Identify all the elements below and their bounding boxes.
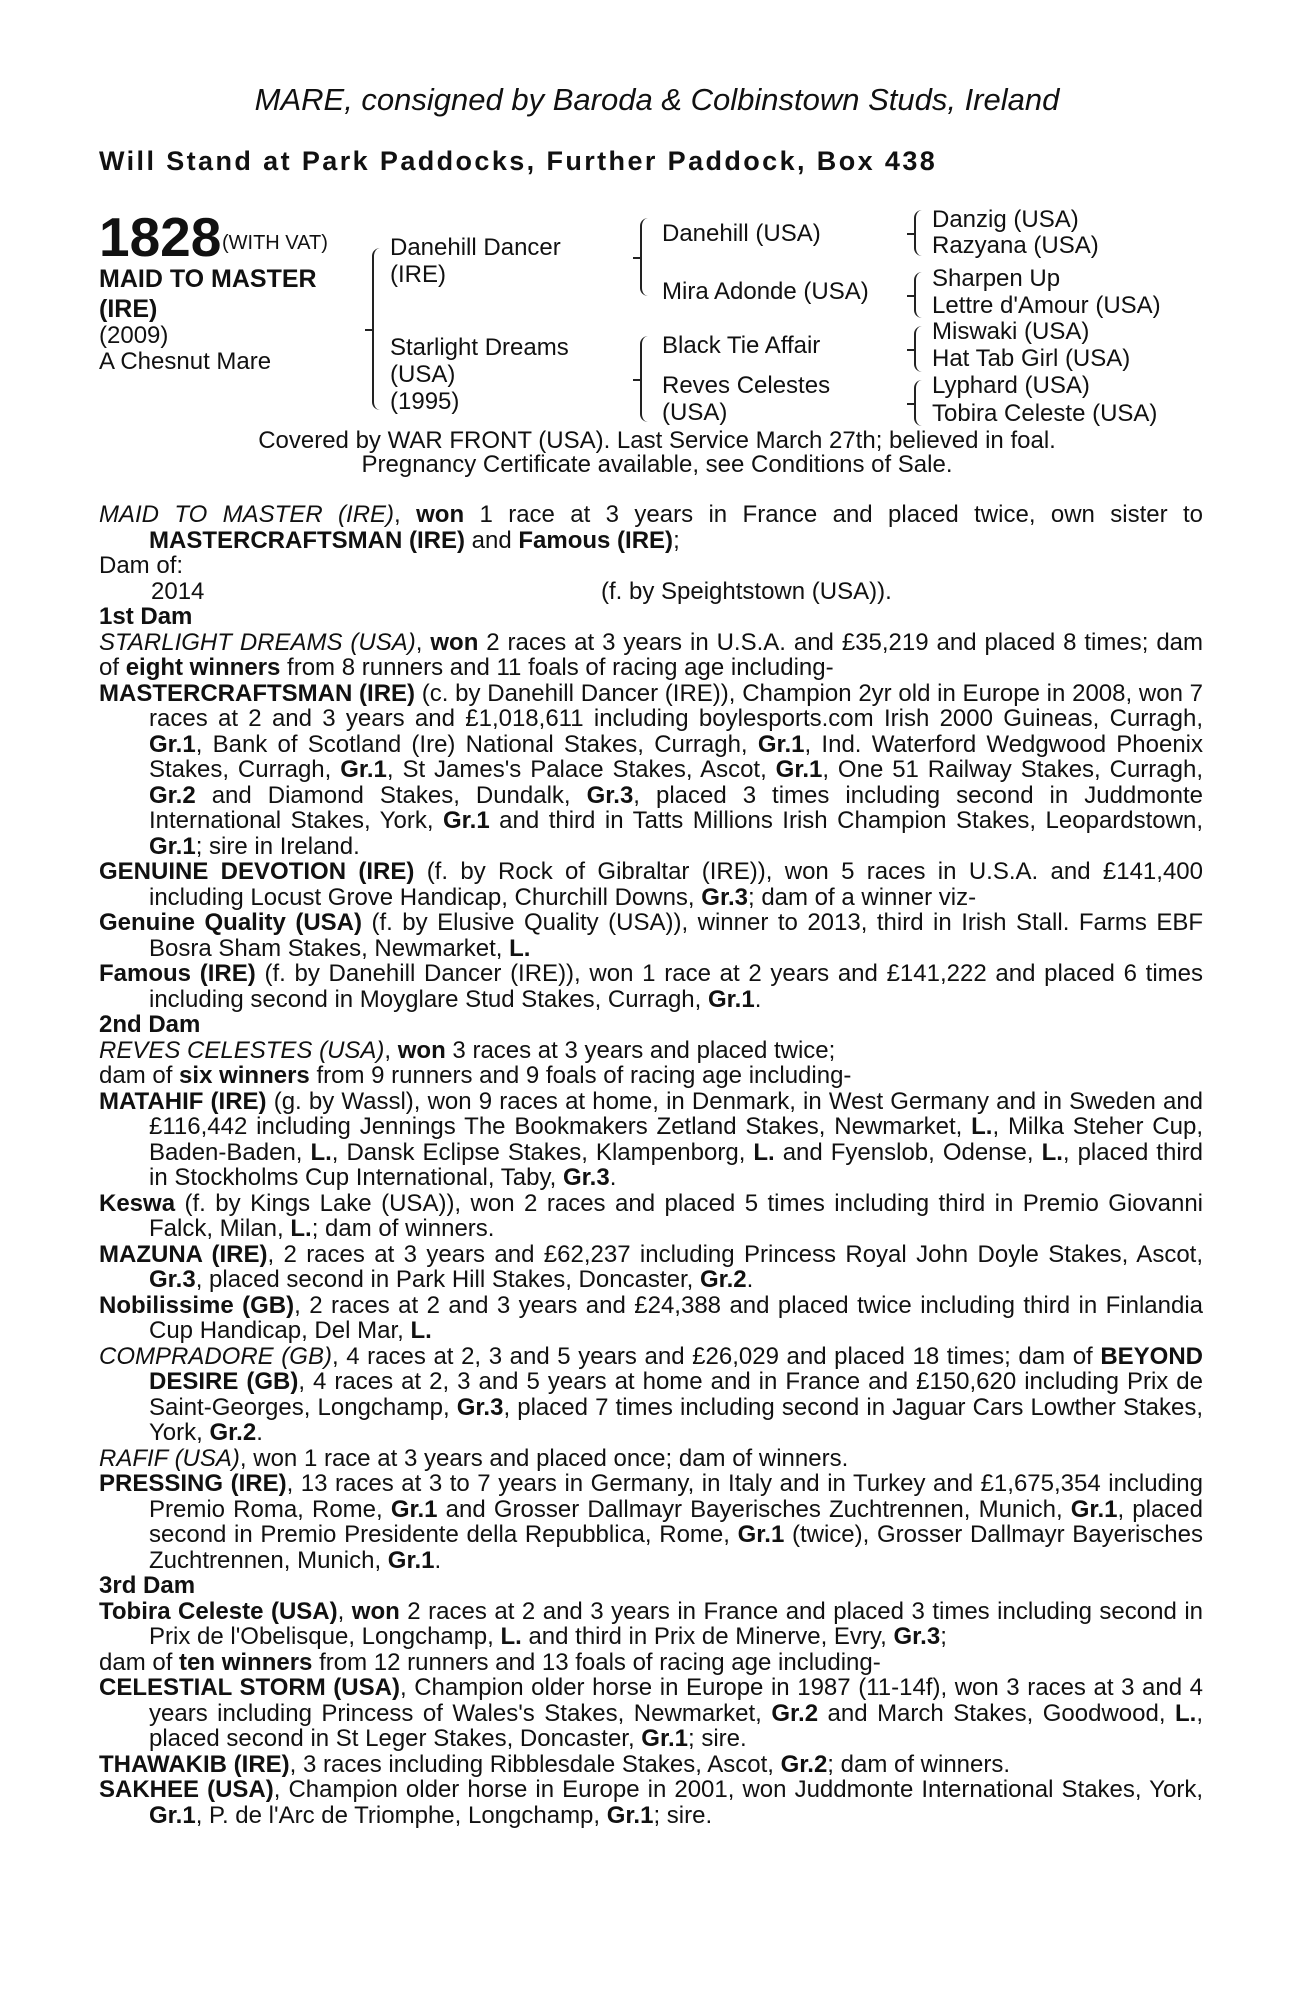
pedigree-ss: Danehill (USA) xyxy=(662,220,821,247)
dam-year: (1995) xyxy=(390,388,460,415)
entry-text: , placed 7 times including second in Jaguar Cars Lowther Stakes, York, xyxy=(149,1393,1203,1446)
entry-name: Famous (IRE) xyxy=(99,960,256,987)
first-dam-name: STARLIGHT DREAMS (USA) xyxy=(99,628,416,656)
entry-text: ; sire in Ireland. xyxy=(195,832,360,860)
intro-foal-year: 2014 xyxy=(151,577,205,605)
grade: Gr.3 xyxy=(563,1164,610,1191)
entry-name: BEYOND DESIRE (GB) xyxy=(149,1342,1204,1395)
second-dam-summary: REVES CELESTES (USA), won 3 races at 3 years and placed twice; dam of six winners from 9 runners and 9 foals of racing age including- xyxy=(99,1036,852,1089)
second-dam-entry-3 xyxy=(99,1242,1203,1293)
entry-text: . xyxy=(746,1266,754,1293)
entry-text: , Dansk Eclipse Stakes, Klampenborg, xyxy=(331,1138,754,1166)
entry-text: and March Stakes, Goodwood, xyxy=(818,1699,1176,1727)
entry-text: , 13 races at 3 to 7 years in Germany, in Italy and in Turkey and £1,675,354 including Premio Roma, Rome, xyxy=(149,1470,1203,1523)
pedigree-sds: Sharpen Up xyxy=(932,265,1061,292)
sire-name: Danehill Dancer xyxy=(390,234,561,261)
entry-text: , placed second in Premio Presidente della Repubblica, Rome, xyxy=(149,1495,1204,1548)
intro-text: 1 race at 3 years in France and placed twice, own sister to xyxy=(464,501,1204,528)
grade: Gr.2 xyxy=(209,1419,257,1446)
grade: Gr.1 xyxy=(390,1495,438,1523)
grade: Gr.1 xyxy=(149,832,196,860)
entry-text: ; dam of a winner viz- xyxy=(747,883,977,911)
first-dam-entry-3 xyxy=(99,910,1203,961)
grade: Gr.1 xyxy=(757,730,805,758)
entry-name: Genuine Quality (USA) xyxy=(99,909,362,936)
second-dam-heading: 2nd Dam xyxy=(99,1011,201,1038)
second-dam-entry-4 xyxy=(99,1293,1203,1344)
entry-text: , One 51 Railway Stakes, Curragh, xyxy=(822,756,1203,783)
third-dam-dam-of: dam of xyxy=(99,1648,180,1676)
dam-name: Starlight Dreams xyxy=(390,334,569,361)
entry-text: (twice), Grosser Dallmayr Bayerisches Zuchtrennen, Munich, xyxy=(149,1521,1204,1574)
entry-name: MATAHIF (IRE) xyxy=(99,1087,267,1115)
entry-text: , Ind. Waterford Wedgwood Phoenix Stakes, Curragh, xyxy=(149,730,1204,783)
grade: Gr.2 xyxy=(780,1750,828,1778)
grade: Gr.1 xyxy=(641,1725,688,1752)
grade: Gr.1 xyxy=(775,756,823,783)
entry-text: (c. by Danehill Dancer (IRE)), Champion 2yr old in Europe in 2008, won 7 races at 2 and 3 years and £1,018,611 including boylesports.com Irish 2000 Guineas, Curragh, xyxy=(149,679,1203,732)
third-dam-heading: 3rd Dam xyxy=(99,1572,196,1599)
third-dam-winners: ten winners xyxy=(179,1648,313,1676)
grade: L. xyxy=(500,1623,522,1650)
covered-note: Covered by WAR FRONT (USA). Last Service March 27th; believed in foal. xyxy=(258,427,1056,454)
entry-text: ; dam of winners. xyxy=(311,1215,495,1242)
grade: Gr.2 xyxy=(771,1699,819,1727)
entry-text: (f. by Kings Lake (USA)), won 2 races and placed 5 times including third in Premio Giovanni Falck, Milan, xyxy=(149,1189,1203,1242)
pedigree-sire xyxy=(390,234,561,288)
grade: Gr.1 xyxy=(149,1801,196,1829)
entry-name: MAZUNA (IRE) xyxy=(99,1240,268,1268)
entry-name: CELESTIAL STORM (USA) xyxy=(99,1674,400,1701)
pedigree-sdd: Lettre d'Amour (USA) xyxy=(932,292,1161,319)
pedigree-dam xyxy=(390,334,569,415)
first-dam-entry-4 xyxy=(99,961,1203,1012)
second-dam-dam-of-post: from 9 runners and 9 foals of racing age including- xyxy=(309,1062,852,1089)
pedigree-ds: Black Tie Affair xyxy=(662,332,821,359)
first-dam-summary: STARLIGHT DREAMS (USA), won 2 races at 3 years in U.S.A. and £35,219 and placed 8 times; dam of eight winners from 8 runners and 11 foals of racing age including- xyxy=(99,628,1204,681)
entry-text: and third in Prix de Minerve, Evry, xyxy=(521,1623,894,1650)
grade: Gr.1 xyxy=(387,1546,435,1574)
third-dam-summary-text: 2 races at 2 and 3 years in France and placed 3 times including second in Prix de l'Obelisque, Longchamp, xyxy=(149,1597,1204,1650)
entry-text: (f. by Danehill Dancer (IRE)), won 1 race at 2 years and £141,222 and placed 6 times including second in Moyglare Stud Stakes, Curragh, xyxy=(149,960,1203,1013)
intro-foal-row xyxy=(99,579,1203,605)
grade: Gr.1 xyxy=(737,1521,785,1548)
third-dam-name: Tobira Celeste (USA) xyxy=(99,1597,338,1625)
pedigree-sss: Danzig (USA) xyxy=(932,206,1079,233)
entry-name: MASTERCRAFTSMAN (IRE) xyxy=(99,679,416,707)
intro-dam-of: Dam of: xyxy=(99,552,184,579)
entry-text: . xyxy=(256,1419,263,1446)
grade: Gr.2 xyxy=(149,781,196,809)
pedigree-brace-3b xyxy=(914,272,926,318)
pedigree-dds: Lyphard (USA) xyxy=(932,372,1090,399)
entry-name: THAWAKIB (IRE) xyxy=(99,1750,290,1778)
grade: Gr.2 xyxy=(699,1266,747,1293)
pedigree-dd xyxy=(662,372,830,426)
entry-name: PRESSING (IRE) xyxy=(99,1470,287,1497)
first-dam-heading: 1st Dam xyxy=(99,603,193,630)
entry-text: and Grosser Dallmayr Bayerisches Zuchtrennen, Munich, xyxy=(437,1495,1071,1523)
entry-name: Keswa xyxy=(99,1189,176,1217)
first-dam-dam-of: dam of xyxy=(99,628,1204,681)
entry-text: , placed second in St Leger Stakes, Doncaster, xyxy=(149,1699,1204,1752)
entry-text: , 4 races at 2, 3 and 5 years and £26,029 and placed 18 times; dam of xyxy=(331,1342,1101,1370)
intro-foal-desc: (f. by Speightstown (USA)). xyxy=(601,577,892,605)
grade: Gr.3 xyxy=(586,781,634,809)
pedigree-dss: Miswaki (USA) xyxy=(932,318,1090,345)
pedigree-brace-3d xyxy=(914,380,926,426)
third-dam-dam-of-line xyxy=(99,1650,1203,1676)
stand-location: Will Stand at Park Paddocks, Further Paddock, Box 438 xyxy=(99,146,938,176)
second-dam-entry-7 xyxy=(99,1471,1203,1573)
grade: Gr.1 xyxy=(149,730,196,758)
first-dam-won: won xyxy=(430,628,479,656)
horse-name xyxy=(99,264,317,324)
second-dam-summary-text: 3 races at 3 years and placed twice; xyxy=(445,1036,836,1064)
intro-won: won xyxy=(416,501,465,528)
entry-text: , won 1 race at 3 years and placed once; dam of winners. xyxy=(239,1444,849,1472)
intro-semi: ; xyxy=(673,526,680,554)
entry-text: , 4 races at 2, 3 and 5 years at home and in France and £150,620 including Prix de Saint-Georges, Longchamp, xyxy=(149,1368,1204,1421)
entry-text: and Fyenslob, Odense, xyxy=(774,1138,1042,1166)
grade: Gr.1 xyxy=(340,756,387,783)
grade: L. xyxy=(1175,1699,1197,1727)
grade: Gr.1 xyxy=(442,807,490,834)
entry-text: , Champion older horse in Europe in 1987 (11-14f), won 3 races at 3 and 4 years including Princess of Wales's Stakes, Newmarket, xyxy=(149,1674,1203,1727)
entry-name: GENUINE DEVOTION (IRE) xyxy=(99,858,415,885)
grade: Gr.1 xyxy=(707,985,755,1013)
entry-text: . xyxy=(754,985,762,1013)
pedigree-ssd: Razyana (USA) xyxy=(932,232,1099,259)
entry-text: (f. by Elusive Quality (USA)), winner to 2013, third in Irish Stall. Farms EBF Bosra Sham Stakes, Newmarket, xyxy=(149,909,1204,962)
entry-text: , Bank of Scotland (Ire) National Stakes, Curragh, xyxy=(195,730,758,758)
pedigree-brace-2b xyxy=(640,336,652,422)
grade: Gr.1 xyxy=(1070,1495,1118,1523)
grade: L. xyxy=(310,1138,332,1166)
pedigree-dsd: Hat Tab Girl (USA) xyxy=(932,345,1131,372)
entry-name: Nobilissime (GB) xyxy=(99,1291,295,1319)
pedigree-brace-3c xyxy=(914,326,926,372)
entry-text: , placed third in Stockholms Cup International, Taby, xyxy=(149,1138,1203,1191)
lot-number: 1828 xyxy=(99,206,222,268)
vat-note: (WITH VAT) xyxy=(222,232,328,254)
entry-text: , 2 races at 3 years and £62,237 including Princess Royal John Doyle Stakes, Ascot, xyxy=(267,1240,1203,1268)
first-dam-entry-1 xyxy=(99,681,1203,860)
second-dam-name: REVES CELESTES (USA) xyxy=(99,1036,385,1064)
intro-sibling-1: MASTERCRAFTSMAN (IRE) xyxy=(149,526,465,554)
pedigree-sd: Mira Adonde (USA) xyxy=(662,278,869,305)
grade: Gr.3 xyxy=(893,1623,941,1650)
second-dam-winners: six winners xyxy=(179,1062,310,1089)
first-dam-dam-of-post: from 8 runners and 11 foals of racing age including- xyxy=(280,654,834,681)
first-dam-winners: eight winners xyxy=(125,654,281,681)
pregnancy-note: Pregnancy Certificate available, see Conditions of Sale. xyxy=(361,451,953,478)
grade: L. xyxy=(509,934,531,962)
entry-name: COMPRADORE (GB) xyxy=(99,1342,332,1370)
entry-name: SAKHEE (USA) xyxy=(99,1776,274,1803)
second-dam-entry-1 xyxy=(99,1089,1203,1191)
entry-text: , placed second in Park Hill Stakes, Doncaster, xyxy=(195,1266,700,1293)
pedigree-brace-1 xyxy=(372,248,384,410)
second-dam-won: won xyxy=(397,1036,446,1064)
grade: L. xyxy=(1041,1138,1063,1166)
grade: Gr.3 xyxy=(149,1266,196,1293)
first-dam-summary-text: 2 races at 3 years in U.S.A. and £35,219 and placed 8 times; xyxy=(478,628,1149,656)
grade: Gr.3 xyxy=(701,883,748,911)
second-dam-entry-2 xyxy=(99,1191,1203,1242)
pedigree-dd-line2: (USA) xyxy=(662,399,728,426)
grade: Gr.3 xyxy=(456,1393,504,1421)
entry-text: , Champion older horse in Europe in 2001, won Juddmonte International Stakes, York, xyxy=(273,1776,1203,1803)
third-dam-summary: Tobira Celeste (USA), won 2 races at 2 and 3 years in France and placed 3 times including second in Prix de l'Obelisque, Longchamp, L. and third in Prix de Minerve, Evry, Gr.3; xyxy=(99,1597,1204,1650)
second-dam-dam-of: dam of xyxy=(99,1062,180,1089)
entry-text: ; sire. xyxy=(688,1725,747,1752)
pedigree-brace-2a xyxy=(640,218,652,296)
entry-text: , placed 3 times including second in Juddmonte International Stakes, York, xyxy=(149,781,1203,834)
entry-text: and Diamond Stakes, Dundalk, xyxy=(195,781,587,809)
entry-text: and third in Tatts Millions Irish Champion Stakes, Leopardstown, xyxy=(489,807,1203,834)
entry-text: , St James's Palace Stakes, Ascot, xyxy=(386,756,776,783)
horse-description: A Chesnut Mare xyxy=(99,348,272,375)
grade: Gr.1 xyxy=(606,1801,654,1829)
dam-country: (USA) xyxy=(390,361,456,388)
entry-text: (g. by Wassl), won 9 races at home, in Denmark, in West Germany and in Sweden and £116,442 including Jennings The Bookmakers Zetland Stakes, Newmarket, xyxy=(149,1087,1204,1140)
third-dam-entry-2 xyxy=(99,1752,1203,1778)
third-dam-entry-3 xyxy=(99,1777,1203,1828)
pedigree-brace-3a xyxy=(914,210,926,256)
entry-name: RAFIF (USA) xyxy=(99,1444,240,1472)
entry-text: ; sire. xyxy=(653,1801,713,1829)
horse-name-line2: (IRE) xyxy=(99,295,158,323)
grade: L. xyxy=(290,1215,312,1242)
foaling-year: (2009) xyxy=(99,322,169,349)
grade: L. xyxy=(410,1317,432,1344)
intro-sibling-2: Famous (IRE) xyxy=(518,526,674,554)
entry-text: , Milka Steher Cup, Baden-Baden, xyxy=(149,1113,1203,1166)
horse-name-line1: MAID TO MASTER xyxy=(99,265,317,293)
consignment-heading: MARE, consigned by Baroda & Colbinstown Studs, Ireland xyxy=(254,82,1060,117)
entry-text: . xyxy=(434,1546,442,1574)
third-dam-entry-1 xyxy=(99,1675,1203,1752)
entry-text: ; xyxy=(940,1623,947,1650)
grade: L. xyxy=(753,1138,775,1166)
entry-text: (f. by Rock of Gibraltar (IRE)), won 5 races in U.S.A. and £141,400 including Locust Grove Handicap, Churchill Downs, xyxy=(149,858,1203,911)
pedigree-ddd: Tobira Celeste (USA) xyxy=(932,400,1158,427)
entry-text: , 3 races including Ribblesdale Stakes, Ascot, xyxy=(289,1750,781,1778)
entry-text: ; dam of winners. xyxy=(827,1750,1011,1778)
sire-country: (IRE) xyxy=(390,261,446,288)
second-dam-entry-6 xyxy=(99,1446,1203,1472)
entry-text: , 2 races at 2 and 3 years and £24,388 and placed twice including third in Finlandia Cup Handicap, Del Mar, xyxy=(149,1291,1204,1344)
catalogue-body xyxy=(99,502,1203,1828)
entry-text: , P. de l'Arc de Triomphe, Longchamp, xyxy=(195,1801,607,1829)
intro-paragraph: MAID TO MASTER (IRE), won 1 race at 3 years in France and placed twice, own sister to MASTERCRAFTSMAN (IRE) and Famous (IRE); xyxy=(99,501,1204,554)
entry-text: . xyxy=(609,1164,617,1191)
intro-horse-name: MAID TO MASTER (IRE) xyxy=(99,501,395,528)
grade: L. xyxy=(971,1113,993,1140)
pedigree-dd-line1: Reves Celestes xyxy=(662,372,831,399)
intro-and: and xyxy=(464,526,519,554)
third-dam-won: won xyxy=(351,1597,400,1625)
third-dam-dam-of-post: from 12 runners and 13 foals of racing age including- xyxy=(312,1648,881,1676)
first-dam-entry-2 xyxy=(99,859,1203,910)
second-dam-entry-5 xyxy=(99,1344,1203,1446)
